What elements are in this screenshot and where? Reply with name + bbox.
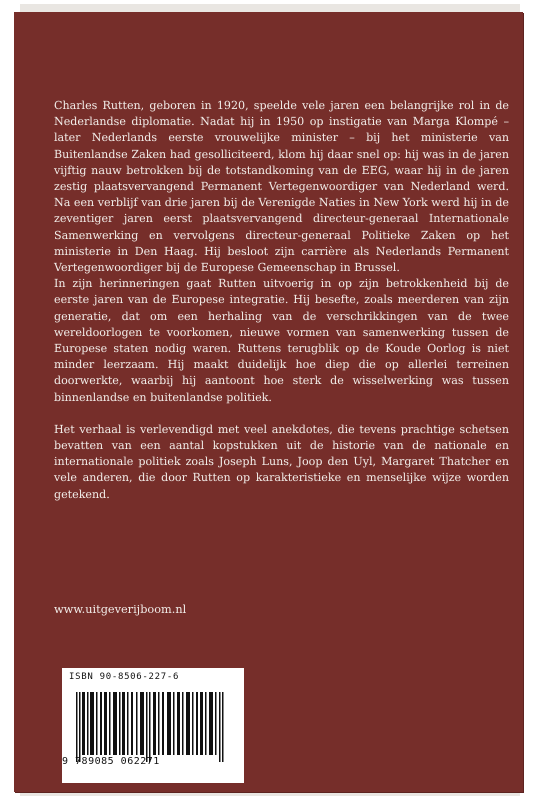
description-paragraph-2: In zijn herinneringen gaat Rutten uitvoerig in op zijn betrokkenheid bij de eerste jaren van de Europese integratie. Hij besefte, zoals meerderen van zijn generatie, dat om een herhaling van de verschrikkingen van de twee wereldoorlogen te voorkomen, nieuwe vormen van samenwerking tussen de Europese staten nodig waren. Ruttens terugblik op de Koude Oorlog is niet minder leerzaam. Hij maakt duidelijk hoe diep die op allerlei terreinen doorwerkte, waarbij hij aantoont hoe sterk de wisselwerking was tussen binnenlandse en buitenlandse politiek. <box>54 277 509 404</box>
description-paragraph-3: Het verhaal is verlevendigd met veel anekdotes, die tevens prachtige schetsen bevatten van een aantal kopstukken uit de historie van de nationale en internationale politiek zoals Joseph Luns, Joop den Uyl, Margaret Thatcher en vele anderen, die door Rutten op karakteristieke en menselijke wijze worden getekend. <box>54 422 509 501</box>
isbn-label: ISBN 90-8506-227-6 <box>69 672 180 682</box>
back-cover <box>14 12 523 792</box>
isbn-barcode <box>62 668 244 783</box>
barcode-digits: 9 789085 062271 <box>62 756 160 767</box>
back-cover-description <box>54 98 509 503</box>
description-paragraph-1: Charles Rutten, geboren in 1920, speelde vele jaren een belangrijke rol in de Nederlandse diplomatie. Nadat hij in 1950 op instigatie van Marga Klompé – later Nederlands eerste vrouwelijke minister – bij het ministerie van Buitenlandse Zaken had gesolliciteerd, klom hij daar snel op: hij was in de jaren vijftig nauw betrokken bij de totstandkoming van de EEG, waar hij in de jaren zestig plaatsvervangend Permanent Vertegenwoordiger van Nederland werd. Na een verblijf van drie jaren bij de Verenigde Naties in New York werd hij in de zeventiger jaren eerst plaatsvervangend directeur-generaal Internationale Samenwerking en vervolgens directeur-generaal Politieke Zaken op het ministerie in Den Haag. Hij besloot zijn carrière als Nederlands Permanent Vertegenwoordiger bij de Europese Gemeenschap in Brussel. <box>54 99 509 275</box>
barcode-icon <box>76 692 226 762</box>
publisher-website[interactable]: www.uitgeverijboom.nl <box>54 603 187 616</box>
